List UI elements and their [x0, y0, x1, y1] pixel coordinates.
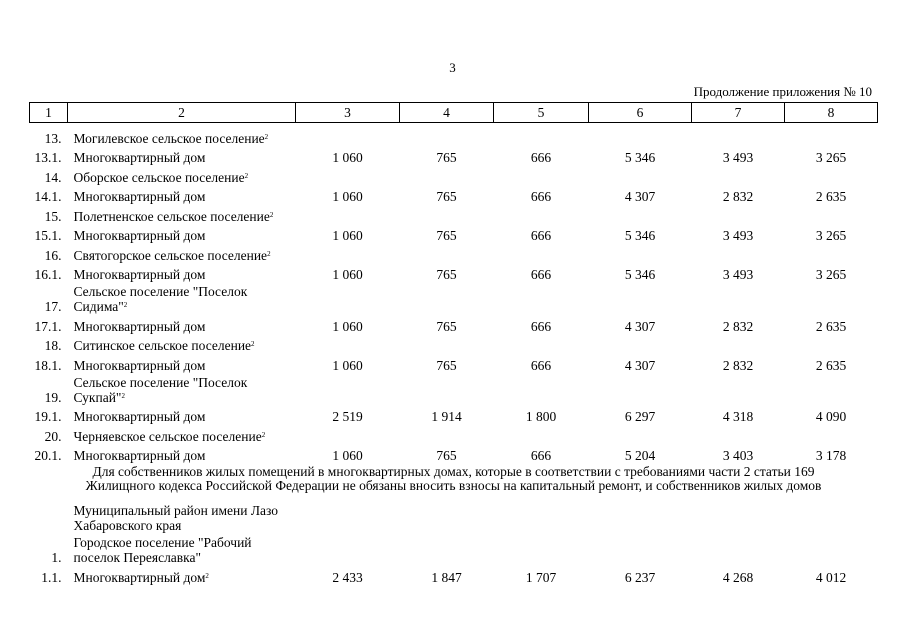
value-cell: 3 403: [722, 448, 754, 463]
table-row: [30, 263, 878, 283]
value-cell: 1 060: [332, 448, 363, 463]
section-name: [68, 282, 296, 314]
name-text: Полетненское сельское поселение: [73, 208, 270, 224]
row-number: 16.: [44, 247, 62, 263]
value-cell: [400, 165, 494, 185]
value-cell: 4 307: [624, 189, 656, 204]
section-row: [30, 282, 878, 314]
value-cell: 1 060: [332, 189, 363, 204]
row-number: 13.1.: [34, 150, 62, 165]
value-cell: [785, 204, 878, 224]
value-cell: 1 060: [332, 150, 363, 165]
value-cell: [494, 243, 589, 263]
section-row: [30, 373, 878, 405]
value-cell: 5 204: [624, 448, 656, 463]
value-cell: [494, 204, 589, 224]
value-cell: [785, 533, 878, 565]
value-cell: 5 346: [624, 228, 656, 243]
value-cell: [785, 243, 878, 263]
value-cell: [494, 533, 589, 565]
column-header: 3: [296, 103, 400, 123]
row-number: 14.: [44, 169, 62, 185]
section-row: [30, 533, 878, 565]
footnote-marker: 2: [121, 391, 125, 400]
section-row: [30, 204, 878, 224]
value-cell: 4 090: [815, 409, 847, 424]
value-cell: [589, 165, 692, 185]
value-cell: 6 297: [624, 409, 656, 424]
value-cell: 765: [436, 448, 457, 463]
column-header: 6: [589, 103, 692, 123]
name-text: Могилевское сельское поселение: [73, 130, 265, 146]
section-row: [30, 123, 878, 146]
column-header: 5: [494, 103, 589, 123]
value-cell: 3 493: [722, 228, 754, 243]
value-cell: 2 433: [332, 569, 363, 585]
value-cell: 2 832: [722, 357, 754, 373]
spacer-row: [30, 493, 878, 501]
name-text: Многоквартирный дом: [73, 357, 206, 373]
value-cell: 4 318: [722, 409, 754, 424]
note-row: [30, 463, 878, 493]
value-cell: [589, 424, 692, 444]
row-number: 1.1.: [41, 569, 62, 585]
name-text: Многоквартирный дом: [73, 569, 206, 585]
column-header: 7: [692, 103, 785, 123]
row-number: 13.: [44, 130, 62, 146]
value-cell: [296, 424, 400, 444]
section-row: [30, 334, 878, 354]
value-cell: 765: [436, 267, 457, 282]
row-number: 18.1.: [34, 357, 62, 373]
value-cell: [589, 533, 692, 565]
value-cell: [296, 501, 400, 533]
value-cell: 765: [436, 228, 457, 243]
table-row: [30, 314, 878, 334]
value-cell: [296, 165, 400, 185]
value-cell: [692, 123, 785, 146]
footnote-marker: 2: [251, 340, 255, 348]
section-row: [30, 165, 878, 185]
section-name-line1: Городское поселение "Рабочий: [73, 535, 252, 550]
name-text: Многоквартирный дом: [73, 448, 206, 463]
value-cell: [692, 282, 785, 314]
note-line2: Жилищного кодекса Российской Федерации не обязаны вносить взносы на капитальный ремонт, и собственников жилых домов: [85, 478, 822, 493]
value-cell: 3 493: [722, 150, 754, 165]
value-cell: [692, 501, 785, 533]
section-name: [68, 424, 296, 444]
value-cell: [589, 334, 692, 354]
name-text: Многоквартирный дом: [73, 409, 206, 424]
column-header: 1: [30, 103, 68, 123]
value-cell: [400, 282, 494, 314]
value-cell: 6 237: [624, 569, 656, 585]
value-cell: 5 346: [624, 150, 656, 165]
value-cell: [296, 334, 400, 354]
value-cell: 666: [530, 267, 552, 282]
value-cell: 666: [530, 189, 552, 204]
value-cell: 666: [530, 357, 552, 373]
footnote-marker: 2: [123, 301, 128, 309]
value-cell: 1 847: [431, 569, 462, 585]
note-text: [30, 463, 878, 493]
value-cell: [400, 204, 494, 224]
section-name: [68, 165, 296, 185]
value-cell: 2 635: [815, 318, 847, 334]
value-cell: [785, 282, 878, 314]
section-name: [68, 204, 296, 224]
section-name: [68, 533, 296, 565]
item-name: [68, 146, 296, 166]
value-cell: 2 635: [815, 189, 847, 204]
table-row: [30, 146, 878, 166]
value-cell: 1 060: [332, 318, 363, 334]
name-text: Ситинское сельское поселение: [73, 338, 252, 353]
row-number: [30, 501, 68, 533]
row-number: 19.1.: [34, 409, 62, 424]
name-text: Многоквартирный дом: [73, 318, 206, 334]
section-row: [30, 501, 878, 533]
section-name-text: Сукпай": [73, 389, 122, 405]
item-name: [68, 565, 296, 585]
footnote-marker: 2: [244, 171, 249, 180]
row-number: 20.: [44, 428, 62, 444]
value-cell: [494, 334, 589, 354]
value-cell: 4 012: [815, 569, 847, 585]
name-text: Оборское сельское поселение: [73, 169, 245, 185]
value-cell: [589, 501, 692, 533]
item-name: [68, 353, 296, 373]
value-cell: [494, 123, 589, 146]
value-cell: 765: [436, 357, 457, 373]
value-cell: [589, 373, 692, 405]
value-cell: [494, 282, 589, 314]
value-cell: 3 265: [815, 267, 847, 282]
section-name-line2: [74, 550, 296, 565]
value-cell: [296, 533, 400, 565]
table-row: [30, 405, 878, 425]
value-cell: 666: [530, 150, 552, 165]
value-cell: [785, 424, 878, 444]
item-name: [68, 314, 296, 334]
section-name: [68, 123, 296, 146]
name-text: Черняевское сельское поселение: [73, 428, 262, 444]
value-cell: 2 519: [332, 409, 363, 424]
section-name-line1: Муниципальный район имени Лазо: [73, 503, 278, 518]
value-cell: 765: [436, 189, 457, 204]
row-number: 16.1.: [34, 267, 62, 282]
value-cell: 1 060: [332, 228, 363, 243]
value-cell: 765: [436, 318, 457, 334]
note-line1: Для собственников жилых помещений в многоквартирных домах, которые в соответствии с требованиями части 2 статьи 169: [92, 464, 815, 479]
value-cell: 3 493: [722, 267, 754, 282]
value-cell: 3 265: [815, 150, 847, 165]
value-cell: [400, 334, 494, 354]
footnote-marker: 2: [261, 430, 266, 439]
value-cell: [785, 165, 878, 185]
row-number: 1.: [51, 550, 62, 565]
item-name: [68, 405, 296, 425]
name-text: Многоквартирный дом: [73, 150, 206, 165]
value-cell: 4 307: [624, 357, 656, 373]
value-cell: [296, 373, 400, 405]
value-cell: 765: [436, 150, 457, 165]
section-name: [68, 373, 296, 405]
value-cell: [692, 533, 785, 565]
value-cell: 3 265: [815, 228, 847, 243]
value-cell: 2 635: [815, 357, 847, 373]
value-cell: [785, 501, 878, 533]
value-cell: [589, 204, 692, 224]
name-text: Многоквартирный дом: [73, 189, 206, 204]
footnote-marker: 2: [269, 210, 274, 219]
value-cell: [296, 123, 400, 146]
value-cell: [692, 243, 785, 263]
footnote-marker: 2: [205, 571, 209, 580]
table-row: [30, 224, 878, 244]
value-cell: [785, 123, 878, 146]
value-cell: [400, 501, 494, 533]
row-number: 15.1.: [34, 228, 62, 243]
row-number: 14.1.: [34, 189, 62, 204]
spacer-cell: [30, 493, 878, 501]
item-name: [68, 224, 296, 244]
row-number: 20.1.: [34, 448, 62, 463]
value-cell: 3 178: [815, 448, 847, 463]
value-cell: 4 307: [624, 318, 656, 334]
value-cell: [589, 243, 692, 263]
value-cell: [296, 282, 400, 314]
value-cell: [785, 373, 878, 405]
footnote-marker: 2: [267, 249, 271, 258]
table-row: [30, 185, 878, 205]
section-name-text: Хабаровского края: [73, 518, 182, 533]
section-name-text: поселок Переяславка": [73, 550, 202, 565]
row-number: 15.: [44, 208, 62, 224]
value-cell: [296, 204, 400, 224]
table-row: [30, 444, 878, 464]
footnote-marker: 2: [264, 132, 269, 141]
value-cell: 666: [530, 448, 552, 463]
column-header: 4: [400, 103, 494, 123]
value-cell: [692, 165, 785, 185]
value-cell: [296, 243, 400, 263]
item-name: [68, 185, 296, 205]
header-row: [30, 103, 878, 123]
value-cell: 666: [530, 228, 552, 243]
row-number: 17.1.: [34, 318, 62, 334]
value-cell: [589, 282, 692, 314]
section-name-text: Сидима": [73, 299, 124, 314]
value-cell: [692, 204, 785, 224]
column-header: 2: [68, 103, 296, 123]
name-text: Святогорское сельское поселение: [73, 247, 268, 263]
value-cell: [494, 373, 589, 405]
value-cell: [692, 334, 785, 354]
section-name-line1: Сельское поселение "Поселок: [73, 374, 248, 390]
value-cell: [400, 373, 494, 405]
value-cell: [400, 533, 494, 565]
table-row: [30, 565, 878, 585]
section-name: [68, 243, 296, 263]
section-name-line1: Сельское поселение "Поселок: [73, 284, 248, 299]
section-row: [30, 243, 878, 263]
value-cell: 1 914: [431, 409, 462, 424]
value-cell: [589, 123, 692, 146]
row-number: 19.: [44, 389, 62, 405]
tariff-table: [29, 102, 878, 585]
value-cell: [785, 334, 878, 354]
item-name: [68, 444, 296, 464]
page-number: 3: [449, 60, 456, 75]
section-name-line2: [74, 518, 296, 533]
value-cell: 1 060: [332, 267, 363, 282]
name-text: Многоквартирный дом: [73, 228, 206, 243]
section-name: [68, 334, 296, 354]
continuation-label: Продолжение приложения № 10: [693, 84, 872, 99]
table-row: [30, 353, 878, 373]
value-cell: 1 800: [525, 409, 557, 424]
section-name-line2: [74, 299, 296, 314]
row-number: 17.: [44, 299, 62, 314]
value-cell: [692, 373, 785, 405]
value-cell: 5 346: [624, 267, 656, 282]
section-row: [30, 424, 878, 444]
value-cell: [692, 424, 785, 444]
row-number: 18.: [44, 338, 62, 353]
value-cell: 2 832: [722, 318, 754, 334]
section-name-line2: [74, 390, 296, 405]
item-name: [68, 263, 296, 283]
value-cell: [494, 424, 589, 444]
value-cell: [400, 243, 494, 263]
value-cell: 1 707: [525, 569, 557, 585]
value-cell: [400, 123, 494, 146]
column-header: 8: [785, 103, 878, 123]
value-cell: [494, 501, 589, 533]
value-cell: 4 268: [722, 569, 754, 585]
value-cell: 1 060: [332, 357, 363, 373]
name-text: Многоквартирный дом: [73, 267, 206, 282]
value-cell: [400, 424, 494, 444]
value-cell: 666: [530, 318, 552, 334]
value-cell: [494, 165, 589, 185]
section-name: [68, 501, 296, 533]
value-cell: 2 832: [722, 189, 754, 204]
